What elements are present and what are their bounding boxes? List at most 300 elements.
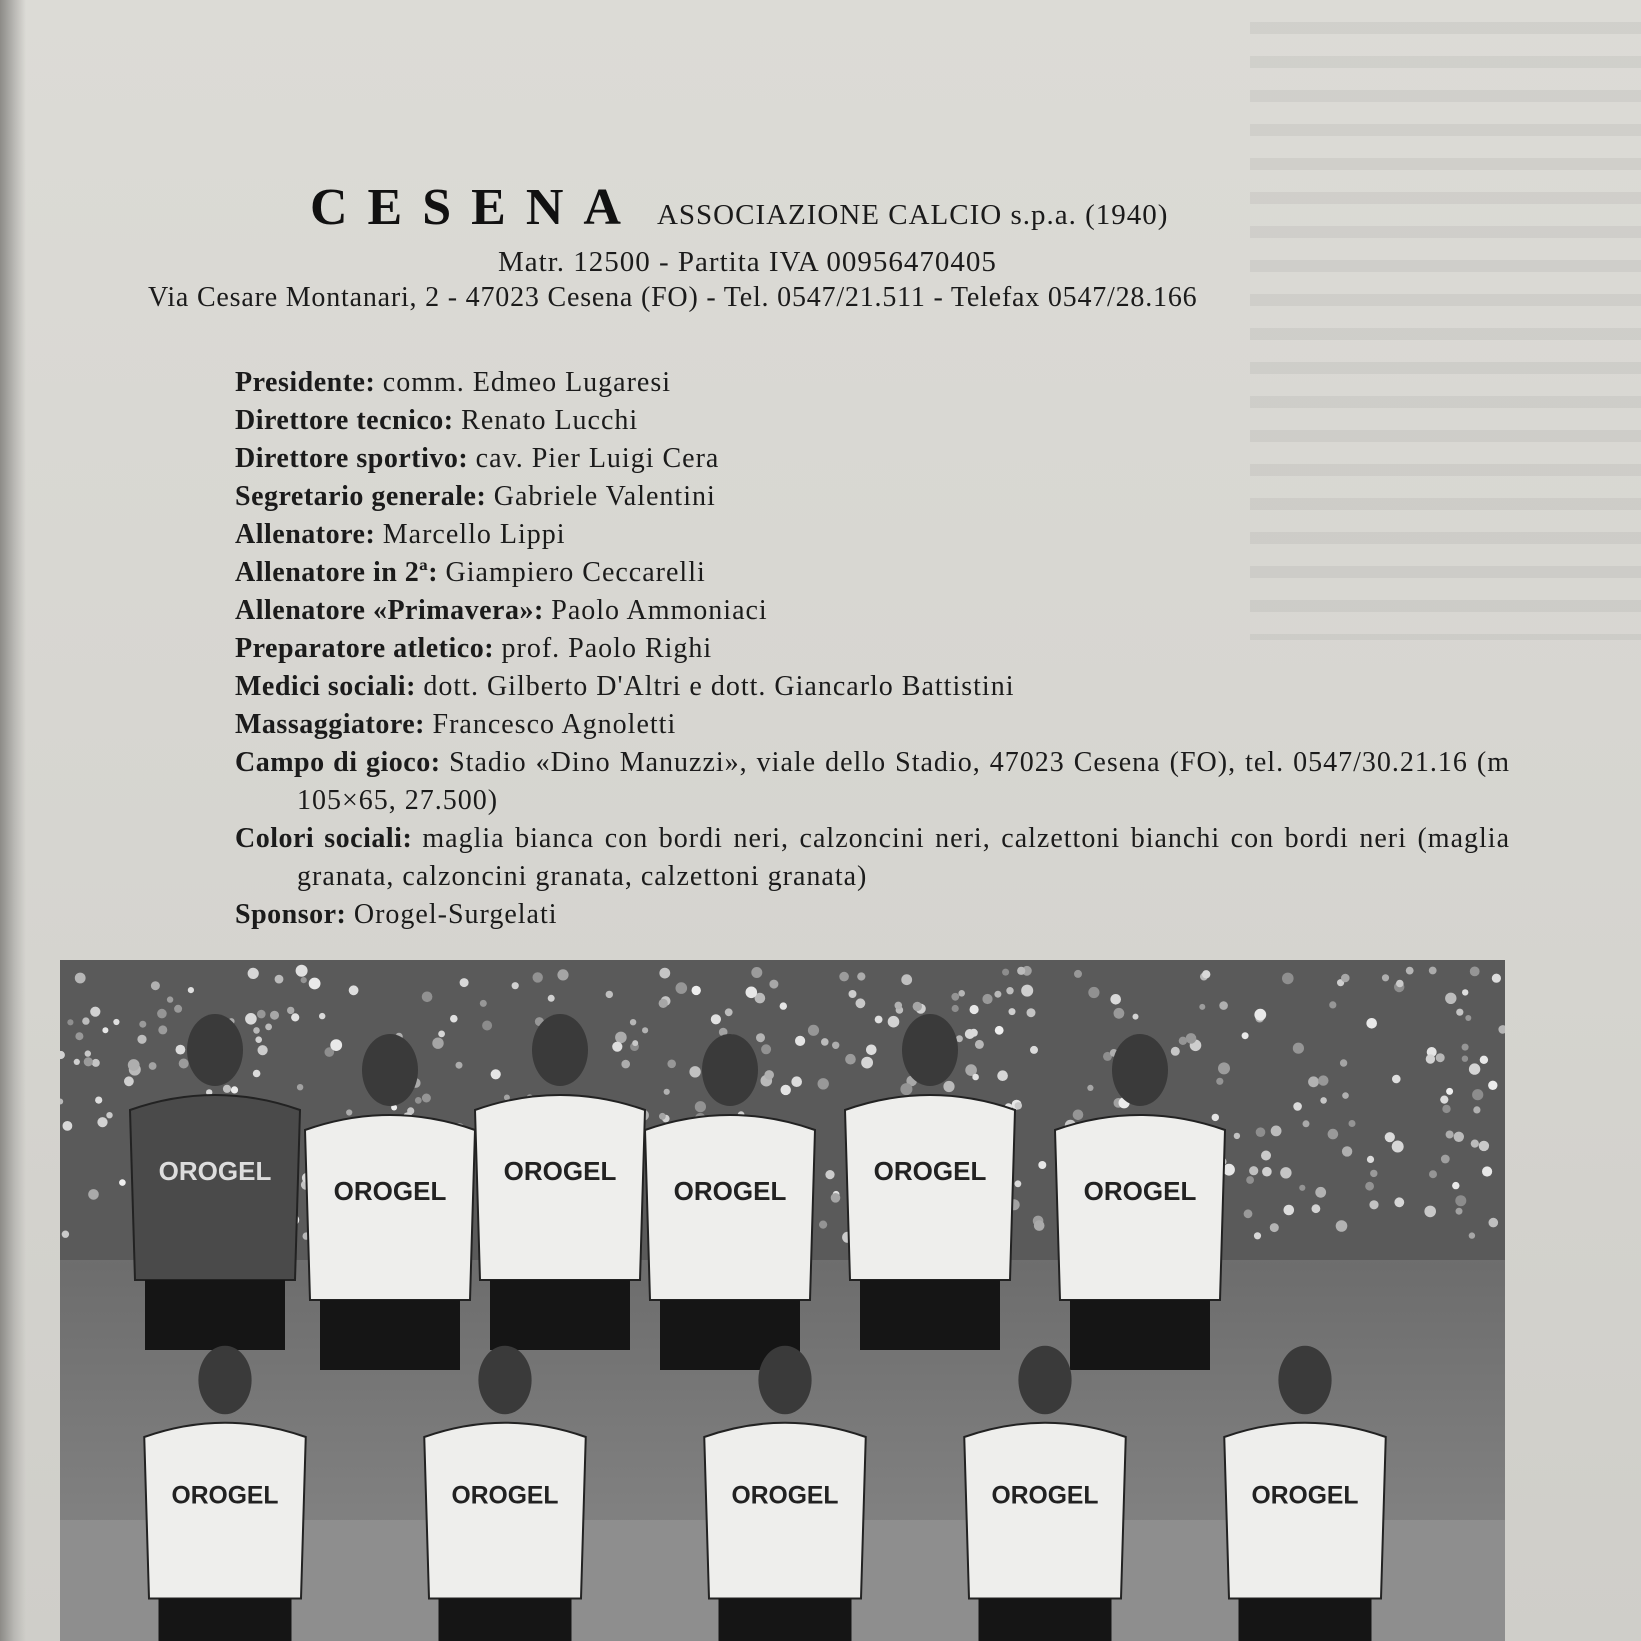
crowd-spectator — [450, 1015, 458, 1023]
crowd-spectator — [1492, 974, 1501, 983]
crowd-spectator — [231, 1086, 238, 1093]
crowd-spectator — [1006, 987, 1013, 994]
crowd-spectator — [958, 990, 965, 997]
crowd-spectator — [1465, 1015, 1471, 1021]
crowd-spectator — [1454, 1132, 1464, 1142]
player-shorts — [439, 1599, 572, 1641]
crowd-spectator — [1179, 1037, 1187, 1045]
crowd-spectator — [1034, 1220, 1045, 1231]
crowd-spectator — [1436, 1053, 1445, 1062]
crowd-spectator — [1471, 1140, 1479, 1148]
crowd-spectator — [1088, 987, 1099, 998]
crowd-spectator — [1429, 967, 1437, 975]
staff-value: Renato Lucchi — [461, 405, 639, 436]
crowd-spectator — [151, 981, 160, 990]
crowd-spectator — [676, 982, 688, 994]
staff-row-masseur — [235, 706, 1510, 744]
staff-value: Gabriele Valentini — [493, 481, 716, 512]
crowd-spectator — [102, 1027, 108, 1033]
crowd-spectator — [780, 1002, 787, 1009]
crowd-spectator — [245, 1013, 257, 1025]
crowd-spectator — [1171, 1047, 1180, 1056]
player-head — [198, 1346, 251, 1414]
player-head — [1278, 1346, 1331, 1414]
player-head — [1018, 1346, 1071, 1414]
crowd-spectator — [456, 1062, 463, 1069]
crowd-spectator — [781, 1085, 791, 1095]
crowd-spectator — [1270, 1223, 1279, 1232]
crowd-spectator — [861, 1057, 873, 1069]
player-shorts — [159, 1599, 292, 1641]
crowd-spectator — [491, 1069, 501, 1079]
crowd-spectator — [711, 1014, 721, 1024]
crowd-spectator — [856, 998, 866, 1008]
crowd-spectator — [875, 1016, 883, 1024]
staff-label: Allenatore: — [235, 519, 376, 550]
crowd-spectator — [255, 1036, 262, 1043]
crowd-spectator — [1336, 1220, 1348, 1232]
crowd-spectator — [349, 985, 359, 995]
staff-value: Orogel-Surgelati — [353, 899, 558, 930]
crowd-spectator — [951, 993, 959, 1001]
staff-value: comm. Edmeo Lugaresi — [382, 367, 672, 398]
crowd-spectator — [253, 1027, 260, 1034]
crowd-spectator — [62, 1231, 69, 1238]
crowd-spectator — [84, 1057, 93, 1066]
crowd-spectator — [975, 1040, 984, 1049]
crowd-spectator — [695, 1101, 706, 1112]
crowd-spectator — [1009, 1008, 1016, 1015]
crowd-spectator — [1342, 1092, 1349, 1099]
crowd-spectator — [1342, 1146, 1352, 1156]
crowd-spectator — [1254, 1009, 1266, 1021]
crowd-spectator — [1218, 1062, 1230, 1074]
crowd-spectator — [95, 1097, 102, 1104]
crowd-spectator — [1021, 985, 1033, 997]
crowd-spectator — [1110, 994, 1121, 1005]
crowd-spectator — [275, 975, 284, 984]
crowd-spectator — [832, 1042, 839, 1049]
crowd-spectator — [85, 1050, 91, 1056]
staff-row-doctors — [235, 668, 1510, 706]
crowd-spectator — [1406, 967, 1414, 975]
player-shorts — [320, 1300, 460, 1370]
staff-row-assistant-coach — [235, 554, 1510, 592]
crowd-spectator — [1469, 1232, 1475, 1238]
crowd-spectator — [1002, 969, 1009, 976]
crowd-spectator — [1456, 1208, 1463, 1215]
crowd-spectator — [119, 1179, 126, 1186]
staff-label: Campo di gioco: — [235, 747, 441, 778]
crowd-spectator — [548, 995, 555, 1002]
crowd-spectator — [1340, 1059, 1347, 1066]
staff-row-technical-director — [235, 402, 1510, 440]
team-photo-illustration — [60, 960, 1505, 1641]
crowd-spectator — [1256, 1127, 1266, 1137]
crowd-spectator — [692, 986, 701, 995]
staff-label: Allenatore «Primavera»: — [235, 595, 544, 626]
club-name: CESENA — [310, 179, 641, 236]
staff-value: Stadio «Dino Manuzzi», viale dello Stadio, 47023 Cesena (FO), tel. 0547/30.21.16 (m 105×65, 27.500) — [297, 747, 1511, 816]
crowd-spectator — [1382, 974, 1389, 981]
player-head — [187, 1014, 243, 1086]
shirt-sponsor-text: OROGEL — [873, 1156, 987, 1186]
crowd-spectator — [943, 1081, 954, 1092]
crowd-spectator — [1038, 1161, 1046, 1169]
crowd-spectator — [296, 965, 308, 977]
crowd-spectator — [223, 1085, 231, 1093]
crowd-spectator — [1073, 1110, 1084, 1121]
crowd-spectator — [1442, 1105, 1450, 1113]
address-line: Via Cesare Montanari, 2 - 47023 Cesena (FO) - Tel. 0547/21.511 - Telefax 0547/28.166 — [148, 282, 1198, 313]
crowd-spectator — [1242, 1032, 1249, 1039]
staff-value: Paolo Ammoniaci — [551, 595, 768, 626]
crowd-spectator — [1074, 970, 1082, 978]
player-shorts — [1239, 1599, 1372, 1641]
crowd-spectator — [287, 1007, 294, 1014]
crowd-spectator — [1284, 1205, 1295, 1216]
crowd-spectator — [139, 1021, 146, 1028]
crowd-spectator — [1367, 1156, 1374, 1163]
crowd-spectator — [113, 1019, 119, 1025]
player-shirt — [475, 1095, 645, 1280]
crowd-spectator — [1293, 1043, 1304, 1054]
crowd-spectator — [1441, 1155, 1450, 1164]
player-head — [478, 1346, 531, 1414]
crowd-spectator — [667, 1060, 676, 1069]
crowd-spectator — [901, 974, 912, 985]
crowd-spectator — [1133, 1014, 1139, 1020]
crowd-spectator — [970, 1029, 978, 1037]
crowd-spectator — [997, 1070, 1008, 1081]
player-head — [532, 1014, 588, 1086]
crowd-spectator — [659, 1113, 666, 1120]
player-shorts — [490, 1280, 630, 1350]
crowd-spectator — [1315, 1187, 1326, 1198]
crowd-spectator — [630, 1019, 636, 1025]
crowd-spectator — [533, 972, 543, 982]
crowd-spectator — [746, 987, 758, 999]
player — [424, 1346, 586, 1641]
crowd-spectator — [1429, 1170, 1437, 1178]
crowd-spectator — [1087, 1085, 1093, 1091]
staff-label: Direttore tecnico: — [235, 405, 454, 436]
crowd-spectator — [1370, 1170, 1377, 1177]
crowd-spectator — [849, 990, 857, 998]
crowd-spectator — [1369, 1200, 1378, 1209]
crowd-spectator — [1186, 1033, 1197, 1044]
crowd-spectator — [642, 1027, 648, 1033]
crowd-spectator — [1308, 1076, 1319, 1087]
crowd-spectator — [1328, 1129, 1339, 1140]
crowd-spectator — [952, 1005, 959, 1012]
crowd-spectator — [1470, 967, 1480, 977]
crowd-spectator — [839, 972, 849, 982]
crowd-spectator — [857, 972, 865, 980]
crowd-spectator — [1262, 1167, 1272, 1177]
crowd-spectator — [74, 1059, 80, 1065]
crowd-spectator — [1349, 1120, 1356, 1127]
crowd-spectator — [1280, 1167, 1291, 1178]
staff-label: Preparatore atletico: — [235, 633, 495, 664]
crowd-spectator — [895, 1002, 903, 1010]
crowd-spectator — [1392, 1141, 1404, 1153]
crowd-spectator — [1299, 1185, 1305, 1191]
staff-label: Colori sociali: — [235, 823, 413, 854]
player-head — [362, 1034, 418, 1106]
staff-label: Segretario generale: — [235, 481, 487, 512]
crowd-spectator — [659, 968, 670, 979]
shirt-sponsor-text: OROGEL — [503, 1156, 617, 1186]
crowd-spectator — [63, 1121, 73, 1131]
staff-row-coach — [235, 516, 1510, 554]
crowd-spectator — [88, 1189, 99, 1200]
player — [144, 1346, 306, 1641]
player-shirt — [845, 1095, 1015, 1280]
player-shorts — [979, 1599, 1112, 1641]
shirt-sponsor-text: OROGEL — [333, 1176, 447, 1206]
crowd-spectator — [1365, 1182, 1374, 1191]
crowd-spectator — [1396, 980, 1404, 988]
staff-label: Allenatore in 2ª: — [235, 557, 439, 588]
crowd-spectator — [1462, 1056, 1468, 1062]
crowd-spectator — [1254, 1232, 1261, 1239]
crowd-spectator — [301, 977, 307, 983]
club-title — [310, 178, 1310, 237]
player — [704, 1346, 866, 1641]
staff-value: prof. Paolo Righi — [501, 633, 713, 664]
crowd-spectator — [1219, 1001, 1228, 1010]
crowd-spectator — [913, 1002, 922, 1011]
crowd-spectator — [480, 1000, 487, 1007]
staff-label: Sponsor: — [235, 899, 347, 930]
crowd-spectator — [258, 1045, 268, 1055]
crowd-spectator — [97, 1117, 107, 1127]
crowd-spectator — [621, 1060, 630, 1069]
crowd-spectator — [1030, 1046, 1038, 1054]
staff-row-sporting-director — [235, 440, 1510, 478]
player-head — [1112, 1034, 1168, 1106]
crowd-spectator — [167, 996, 173, 1002]
crowd-spectator — [791, 1076, 802, 1087]
player-head — [702, 1034, 758, 1106]
player — [964, 1346, 1126, 1641]
crowd-spectator — [92, 1059, 100, 1067]
page-gutter-shadow — [0, 0, 26, 1641]
player-shirt — [144, 1423, 306, 1599]
staff-row-youth-coach — [235, 592, 1510, 630]
crowd-spectator — [612, 1042, 622, 1052]
crowd-spectator — [1424, 1206, 1436, 1218]
crowd-spectator — [67, 1019, 73, 1025]
crowd-spectator — [1462, 989, 1468, 995]
crowd-spectator — [845, 1054, 856, 1065]
staff-label: Direttore sportivo: — [235, 443, 469, 474]
player-shirt — [424, 1423, 586, 1599]
crowd-spectator — [158, 1025, 167, 1034]
crowd-spectator — [270, 1011, 279, 1020]
crowd-spectator — [664, 1089, 670, 1095]
crowd-spectator — [982, 994, 992, 1004]
crowd-spectator — [689, 1066, 700, 1077]
crowd-spectator — [866, 1045, 877, 1056]
staff-value: Francesco Agnoletti — [432, 709, 677, 740]
crowd-spectator — [128, 1059, 140, 1071]
crowd-spectator — [1202, 970, 1210, 978]
crowd-spectator — [124, 1076, 134, 1086]
staff-label: Medici sociali: — [235, 671, 416, 702]
crowd-spectator — [1385, 1132, 1395, 1142]
crowd-spectator — [818, 1078, 829, 1089]
staff-row-fitness-trainer — [235, 630, 1510, 668]
crowd-spectator — [1394, 1197, 1404, 1207]
crowd-spectator — [438, 1031, 445, 1038]
crowd-spectator — [888, 1016, 900, 1028]
shirt-sponsor-text: OROGEL — [1251, 1482, 1359, 1510]
staff-label: Presidente: — [235, 367, 376, 398]
staff-value: dott. Gilberto D'Altri e dott. Giancarlo Battistini — [423, 671, 1015, 702]
crowd-spectator — [90, 1007, 100, 1017]
crowd-spectator — [1318, 1075, 1328, 1085]
crowd-spectator — [769, 980, 778, 989]
crowd-spectator — [319, 1013, 325, 1019]
crowd-spectator — [995, 1026, 1004, 1035]
crowd-spectator — [825, 1170, 834, 1179]
crowd-spectator — [1212, 1114, 1219, 1121]
crowd-spectator — [764, 1070, 774, 1080]
staff-row-secretary — [235, 478, 1510, 516]
player-shirt — [305, 1115, 475, 1300]
crowd-spectator — [482, 1021, 492, 1031]
crowd-spectator — [1282, 973, 1294, 985]
crowd-spectator — [176, 1045, 186, 1055]
crowd-spectator — [1261, 1151, 1271, 1161]
player-shirt — [1224, 1423, 1386, 1599]
shirt-sponsor-text: OROGEL — [673, 1176, 787, 1206]
crowd-spectator — [330, 1039, 342, 1051]
club-association: ASSOCIAZIONE CALCIO s.p.a. (1940) — [656, 199, 1169, 231]
crowd-spectator — [1329, 1001, 1336, 1008]
staff-row-sponsor — [235, 896, 1510, 934]
crowd-spectator — [157, 1009, 167, 1019]
crowd-spectator — [1246, 1176, 1254, 1184]
crowd-spectator — [557, 969, 568, 980]
crowd-spectator — [725, 1008, 733, 1016]
shirt-sponsor-text: OROGEL — [731, 1482, 839, 1510]
crowd-spectator — [75, 1032, 83, 1040]
crowd-spectator — [1312, 1204, 1321, 1213]
crowd-spectator — [179, 1059, 189, 1069]
crowd-spectator — [606, 991, 613, 998]
crowd-spectator — [972, 1074, 979, 1081]
staff-label: Massaggiatore: — [235, 709, 425, 740]
crowd-spectator — [1216, 1078, 1223, 1085]
crowd-spectator — [1366, 1018, 1377, 1029]
crowd-spectator — [1114, 1008, 1125, 1019]
crowd-spectator — [1244, 1209, 1253, 1218]
crowd-spectator — [970, 1005, 979, 1014]
registration-line: Matr. 12500 - Partita IVA 00956470405 — [498, 246, 997, 278]
crowd-spectator — [1271, 1126, 1282, 1137]
staff-row-colors — [235, 820, 1510, 896]
shirt-sponsor-text: OROGEL — [171, 1482, 279, 1510]
player-shirt — [645, 1115, 815, 1300]
crowd-spectator — [756, 1033, 765, 1042]
staff-value: cav. Pier Luigi Cera — [475, 443, 720, 474]
crowd-spectator — [632, 1040, 638, 1046]
shirt-sponsor-text: OROGEL — [991, 1482, 1099, 1510]
crowd-spectator — [1017, 967, 1025, 975]
crowd-spectator — [1446, 1131, 1454, 1139]
crowd-spectator — [432, 1038, 443, 1049]
crowd-spectator — [831, 1193, 841, 1203]
crowd-spectator — [512, 982, 519, 989]
crowd-spectator — [253, 1070, 261, 1078]
crowd-spectator — [1482, 1166, 1492, 1176]
player-shirt — [1055, 1115, 1225, 1300]
crowd-spectator — [1462, 1044, 1469, 1051]
staff-row-stadium — [235, 744, 1510, 820]
crowd-spectator — [659, 999, 668, 1008]
crowd-spectator — [1473, 1106, 1480, 1113]
staff-list — [235, 364, 1510, 934]
player-shirt — [964, 1423, 1126, 1599]
crowd-spectator — [1426, 1054, 1435, 1063]
crowd-spectator — [1320, 1097, 1327, 1104]
crowd-spectator — [248, 968, 259, 979]
crowd-spectator — [1456, 1009, 1463, 1016]
crowd-spectator — [1293, 1102, 1302, 1111]
crowd-spectator — [1015, 1102, 1022, 1109]
crowd-spectator — [137, 1035, 146, 1044]
shirt-sponsor-text: OROGEL — [1083, 1176, 1197, 1206]
shirt-sponsor-text: OROGEL — [451, 1482, 559, 1510]
team-photo — [60, 960, 1505, 1641]
staff-row-president — [235, 364, 1510, 402]
crowd-spectator — [751, 967, 762, 978]
staff-value: maglia bianca con bordi neri, calzoncini neri, calzettoni bianchi con bordi neri (maglia granata, calzoncini granata, calzettoni granata) — [297, 823, 1510, 892]
player-shirt — [704, 1423, 866, 1599]
crowd-spectator — [1015, 1180, 1022, 1187]
crowd-spectator — [1249, 1166, 1258, 1175]
staff-value: Giampiero Ceccarelli — [445, 557, 706, 588]
crowd-spectator — [808, 1025, 819, 1036]
crowd-spectator — [422, 1094, 431, 1103]
player-head — [758, 1346, 811, 1414]
crowd-spectator — [1489, 1218, 1499, 1228]
crowd-spectator — [415, 1097, 422, 1104]
crowd-spectator — [1469, 1063, 1480, 1074]
player-shorts — [145, 1280, 285, 1350]
crowd-spectator — [1446, 1088, 1453, 1095]
player — [1224, 1346, 1386, 1641]
crowd-spectator — [291, 1013, 299, 1021]
crowd-spectator — [257, 1010, 266, 1019]
crowd-spectator — [819, 1221, 827, 1229]
crowd-spectator — [188, 987, 194, 993]
shirt-sponsor-text: OROGEL — [158, 1156, 272, 1186]
staff-value: Marcello Lippi — [382, 519, 566, 550]
crowd-spectator — [761, 1044, 771, 1054]
player-shorts — [860, 1280, 1000, 1350]
crowd-spectator — [75, 973, 86, 984]
crowd-spectator — [297, 1084, 303, 1090]
crowd-spectator — [1392, 1075, 1401, 1084]
crowd-spectator — [1472, 1089, 1483, 1100]
crowd-spectator — [1440, 1096, 1448, 1104]
crowd-spectator — [821, 1038, 829, 1046]
crowd-spectator — [615, 1032, 627, 1044]
